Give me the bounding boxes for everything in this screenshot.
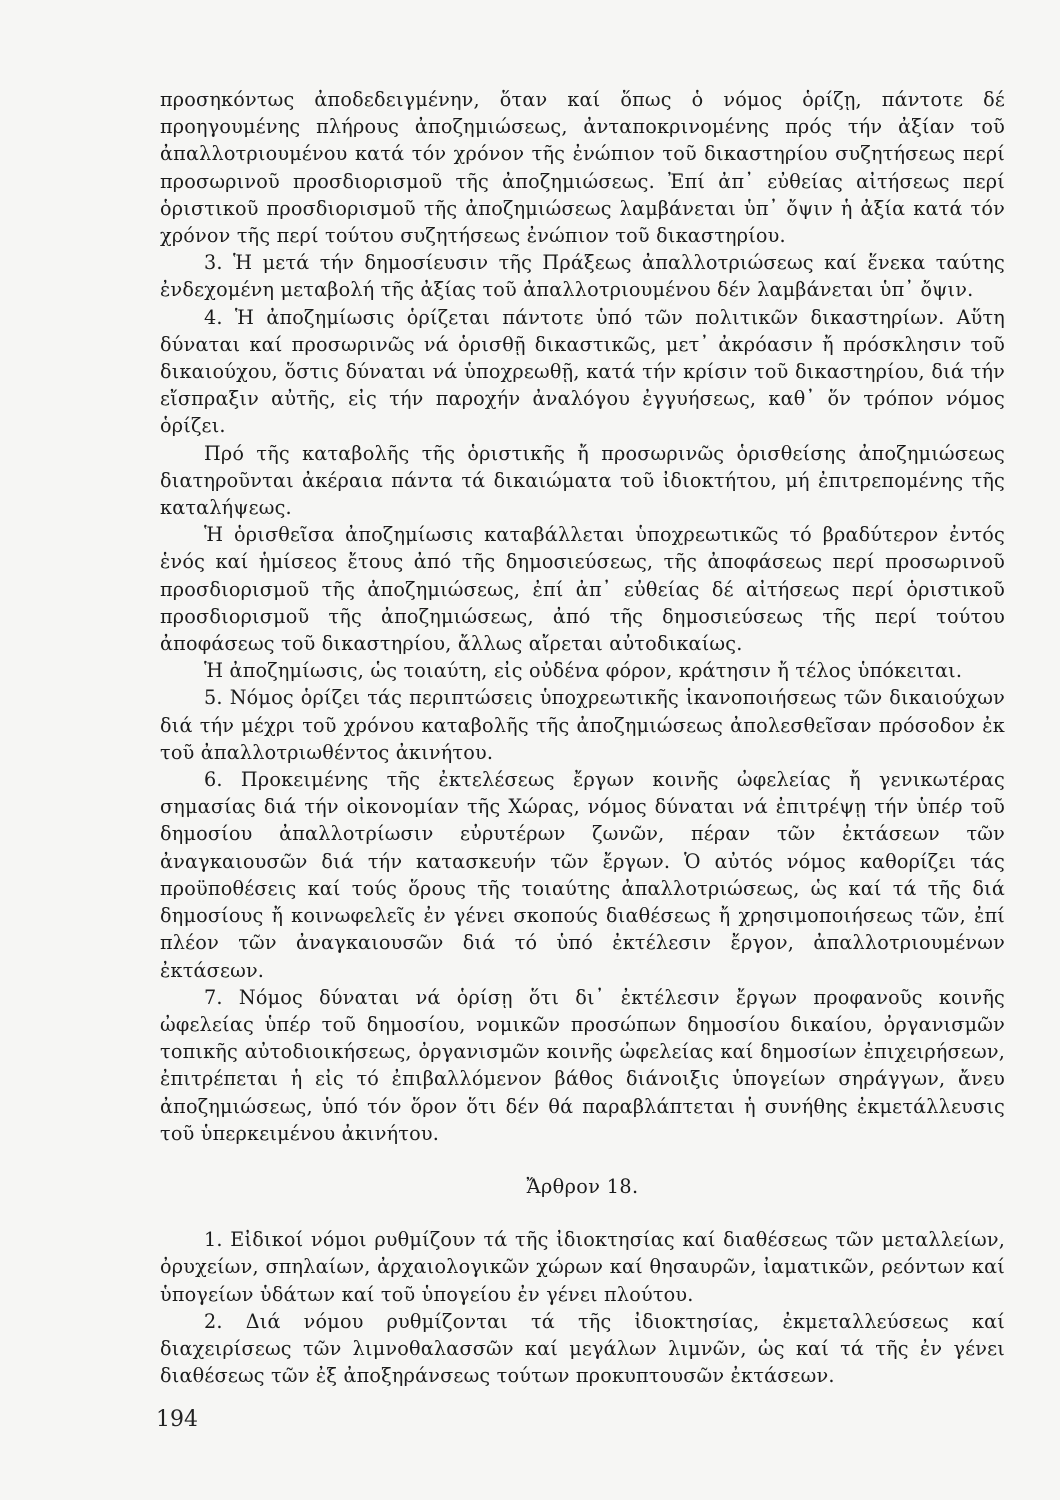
- paragraphs-before-article: [160, 86, 1005, 1147]
- paragraph: 2. Διά νόμου ρυθμίζονται τά τῆς ἰδιοκτησίας, ἐκμεταλλεύσεως καί διαχειρίσεως τῶν λιμνοθαλασσῶν καί μεγάλων λιμνῶν, ὡς καί τά τῆς ἐν γένει διαθέσεως τῶν ἐξ ἀποξηράνσεως τούτων προκυπτουσῶν ἐκτάσεων.: [160, 1309, 1005, 1388]
- paragraphs-after-article: [160, 1226, 1005, 1389]
- paragraph: 1. Εἰδικοί νόμοι ρυθμίζουν τά τῆς ἰδιοκτησίας καί διαθέσεως τῶν μεταλλείων, ὀρυχείων, σπηλαίων, ἀρχαιολογικῶν χώρων καί θησαυρῶν, ἰαματικῶν, ρεόντων καί ὑπογείων ὑδάτων καί τοῦ ὑπογείου ἐν γένει πλούτου.: [160, 1228, 1005, 1306]
- paragraph: προσηκόντως ἀποδεδειγμένην, ὅταν καί ὅπως ὁ νόμος ὁρίζῃ, πάντοτε δέ προηγουμένης πλήρους ἀποζημιώσεως, ἀνταποκρινομένης πρός τήν ἀξίαν τοῦ ἀπαλλοτριουμένου κατά τόν χρόνον τῆς ἐνώπιον τοῦ δικαστηρίου συζητήσεως περί προσωρινοῦ προσδιορισμοῦ τῆς ἀποζημιώσεως. Ἐπί ἀπ᾽ εὐθείας αἰτήσεως περί ὁριστικοῦ προσδιορισμοῦ τῆς ἀποζημιώσεως λαμβάνεται ὑπ᾽ ὄψιν ἡ ἀξία κατά τόν χρόνον τῆς περί τούτου συζητήσεως ἐνώπιον τοῦ δικαστηρίου.: [160, 88, 1005, 248]
- page-number: 194: [156, 1407, 198, 1432]
- document-page: [160, 86, 1005, 1389]
- article-heading: Ἄρθρον 18.: [526, 1174, 639, 1198]
- paragraph: 5. Νόμος ὁρίζει τάς περιπτώσεις ὑποχρεωτικῆς ἱκανοποιήσεως τῶν δικαιούχων διά τήν μέχρι τοῦ χρόνου καταβολῆς τῆς ἀποζημιώσεως ἀπολεσθεῖσαν πρόσοδον ἐκ τοῦ ἀπαλλοτριωθέντος ἀκινήτου.: [160, 686, 1005, 764]
- paragraph: 3. Ἡ μετά τήν δημοσίευσιν τῆς Πράξεως ἀπαλλοτριώσεως καί ἕνεκα ταύτης ἐνδεχομένη μεταβολή τῆς ἀξίας τοῦ ἀπαλλοτριουμένου δέν λαμβάνεται ὑπ᾽ ὄψιν.: [160, 251, 1005, 302]
- paragraph: 4. Ἡ ἀποζημίωσις ὁρίζεται πάντοτε ὑπό τῶν πολιτικῶν δικαστηρίων. Αὕτη δύναται καί προσωρινῶς νά ὁρισθῇ δικαστικῶς, μετ᾽ ἀκρόασιν ἤ πρόσκλησιν τοῦ δικαιούχου, ὅστις δύναται νά ὑποχρεωθῇ, κατά τήν κρίσιν τοῦ δικαστηρίου, διά τήν εἴσπραξιν αὐτῆς, εἰς τήν παροχήν ἀναλόγου ἐγγυήσεως, καθ᾽ ὅν τρόπον νόμος ὁρίζει.: [160, 305, 1005, 438]
- paragraph: 7. Νόμος δύναται νά ὁρίσῃ ὅτι δι᾽ ἐκτέλεσιν ἔργων προφανοῦς κοινῆς ὠφελείας ὑπέρ τοῦ δημοσίου, νομικῶν προσώπων δημοσίου δικαίου, ὀργανισμῶν τοπικῆς αὐτοδιοικήσεως, ὀργανισμῶν κοινῆς ὠφελείας καί δημοσίων ἐπιχειρήσεων, ἐπιτρέπεται ἡ εἰς τό ἐπιβαλλόμενον βάθος διάνοιξις ὑπογείων σηράγγων, ἄνευ ἀποζημιώσεως, ὑπό τόν ὅρον ὅτι δέν θά παραβλάπτεται ἡ συνήθης ἐκμετάλλευσις τοῦ ὑπερκειμένου ἀκινήτου.: [160, 985, 1005, 1145]
- paragraph: Ἡ ὁρισθεῖσα ἀποζημίωσις καταβάλλεται ὑποχρεωτικῶς τό βραδύτερον ἐντός ἑνός καί ἡμίσεος ἔτους ἀπό τῆς δημοσιεύσεως, τῆς ἀποφάσεως περί προσωρινοῦ προσδιορισμοῦ τῆς ἀποζημιώσεως, ἐπί ἀπ᾽ εὐθείας δέ αἰτήσεως περί ὁριστικοῦ προσδιορισμοῦ τῆς ἀποζημιώσεως, ἀπό τῆς δημοσιεύσεως τῆς περί τούτου ἀποφάσεως τοῦ δικαστηρίου, ἄλλως αἴρεται αὐτοδικαίως.: [160, 523, 1005, 656]
- paragraph: Ἡ ἀποζημίωσις, ὡς τοιαύτη, εἰς οὐδένα φόρον, κράτησιν ἤ τέλος ὑπόκειται.: [204, 659, 963, 683]
- paragraph: 6. Προκειμένης τῆς ἐκτελέσεως ἔργων κοινῆς ὠφελείας ἤ γενικωτέρας σημασίας διά τήν οἰκονομίαν τῆς Χώρας, νόμος δύναται νά ἐπιτρέψῃ τήν ὑπέρ τοῦ δημοσίου ἀπαλλοτρίωσιν εὐρυτέρων ζωνῶν, πέραν τῶν ἐκτάσεων τῶν ἀναγκαιουσῶν διά τήν κατασκευήν τῶν ἔργων. Ὁ αὐτός νόμος καθορίζει τάς προϋποθέσεις καί τούς ὅρους τῆς τοιαύτης ἀπαλλοτριώσεως, ὡς καί τά τῆς διά δημοσίους ἤ κοινωφελεῖς ἐν γένει σκοπούς διαθέσεως ἤ χρησιμοποιήσεως τῶν, ἐπί πλέον τῶν ἀναγκαιουσῶν διά τό ὑπό ἐκτέλεσιν ἔργον, ἀπαλλοτριουμένων ἐκτάσεων.: [160, 768, 1005, 982]
- paragraph: Πρό τῆς καταβολῆς τῆς ὁριστικῆς ἤ προσωρινῶς ὁρισθείσης ἀποζημιώσεως διατηροῦνται ἀκέραια πάντα τά δικαιώματα τοῦ ἰδιοκτήτου, μή ἐπιτρεπομένης τῆς καταλήψεως.: [160, 441, 1005, 520]
